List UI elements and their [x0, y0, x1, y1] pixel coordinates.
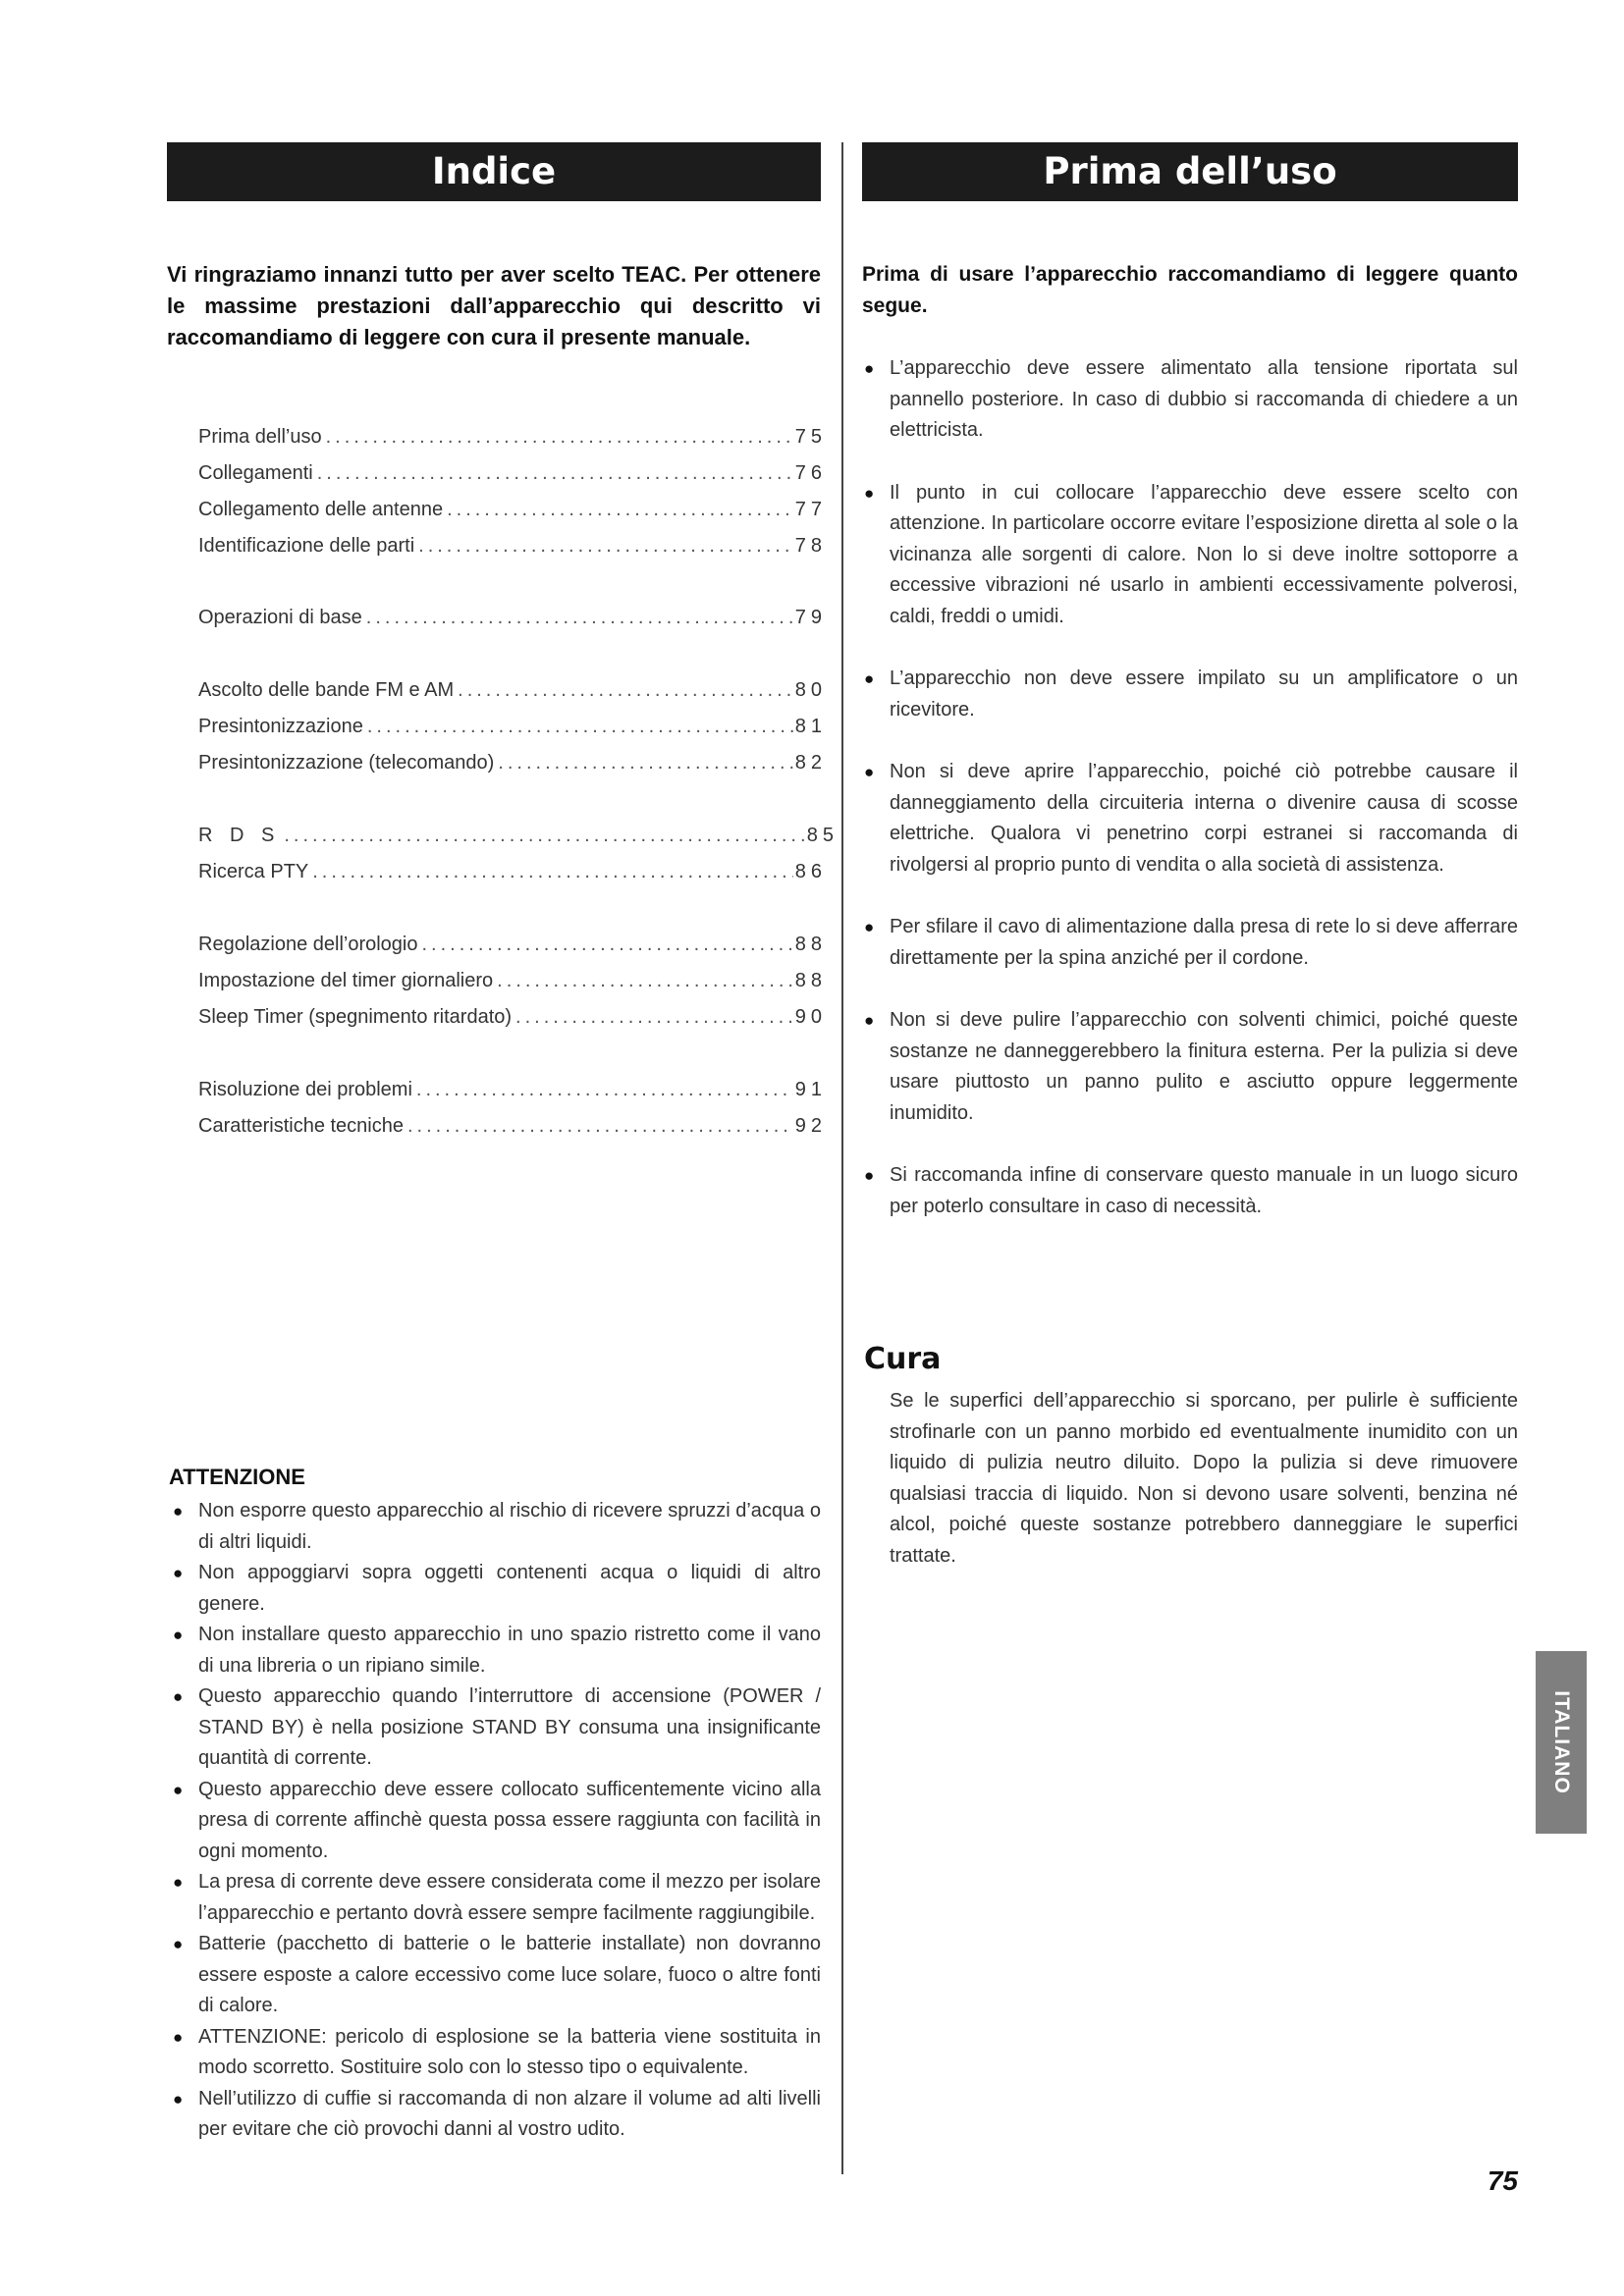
- toc-entry[interactable]: [198, 535, 827, 571]
- toc-leader: [366, 607, 793, 629]
- toc-group-4: [198, 825, 839, 897]
- toc-page: 91: [794, 1079, 827, 1100]
- toc-leader: [407, 1115, 793, 1138]
- prima-intro: Prima di usare l’apparecchio raccomandiamo di leggere quanto segue.: [862, 263, 1518, 317]
- toc-entry[interactable]: [198, 1006, 827, 1042]
- toc-group-1: [198, 426, 827, 571]
- toc-page: 81: [794, 716, 827, 737]
- toc-leader: [317, 462, 793, 485]
- list-item: ● Non installare questo apparecchio in uno spazio ristretto come il vano di una libreria o un ripiano simile.: [173, 1620, 821, 1682]
- toc-entry[interactable]: [198, 1115, 827, 1151]
- toc-entry[interactable]: [198, 934, 827, 970]
- list-item: ● Si raccomanda infine di conservare questo manuale in un luogo sicuro per poterlo consultare in caso di necessità.: [864, 1160, 1518, 1222]
- toc-page: 82: [794, 752, 827, 774]
- toc-leader: [458, 679, 793, 702]
- toc-page: 85: [806, 825, 839, 846]
- toc-entry[interactable]: [198, 861, 827, 897]
- toc-label: Operazioni di base: [198, 607, 362, 628]
- list-item: ● Non esporre questo apparecchio al rischio di ricevere spruzzi d’acqua o di altri liquidi.: [173, 1496, 821, 1558]
- toc-label: Presintonizzazione (telecomando): [198, 752, 495, 774]
- toc-page: 88: [794, 970, 827, 991]
- toc-page: 90: [794, 1006, 827, 1028]
- toc-page: 78: [794, 535, 827, 557]
- toc-label: Collegamenti: [198, 462, 313, 484]
- toc-label: R D S: [198, 825, 281, 846]
- toc-leader: [326, 426, 793, 449]
- toc-page: 76: [794, 462, 827, 484]
- prima-list: [864, 353, 1518, 1254]
- toc-label: Sleep Timer (spegnimento ritardato): [198, 1006, 513, 1028]
- list-item: ● Batterie (pacchetto di batterie o le batterie installate) non dovranno essere esposte a calore eccessivo come luce solare, fuoco o altre fonti di calore.: [173, 1929, 821, 2022]
- language-tab-label: ITALIANO: [1550, 1690, 1574, 1794]
- attenzione-title: ATTENZIONE: [169, 1465, 305, 1489]
- cura-title: Cura: [864, 1342, 942, 1376]
- list-item: ● ATTENZIONE: pericolo di esplosione se la batteria viene sostituita in modo scorretto. Sostituire solo con lo stesso tipo o equivalente.: [173, 2022, 821, 2084]
- list-item: ● L’apparecchio non deve essere impilato su un amplificatore o un ricevitore.: [864, 664, 1518, 725]
- cura-body: Se le superfici dell’apparecchio si sporcano, per pulirle è sufficiente strofinarle con un panno morbido ed eventualmente inumidito con un liquido di pulizia neutro diluito. Dopo la pulizia si deve rimuovere qualsiasi traccia di liquido. Non si devono usare solventi, benzina né alcol, poiché queste sostanze potrebbero danneggiare le superfici trattate.: [890, 1390, 1518, 1567]
- toc-entry[interactable]: [198, 825, 839, 861]
- toc-entry[interactable]: [198, 1079, 827, 1115]
- list-item: ● La presa di corrente deve essere considerata come il mezzo per isolare l’apparecchio e pertanto dovrà essere sempre facilmente raggiungibile.: [173, 1867, 821, 1929]
- indice-title: Indice: [431, 150, 557, 192]
- list-item: ● Non si deve pulire l’apparecchio con solventi chimici, poiché queste sostanze ne danneggerebbero la finitura esterna. Per la pulizia si deve usare piuttosto un panno pulito e asciutto oppure leggermente inumidito.: [864, 1005, 1518, 1129]
- prima-title: Prima dell’uso: [1043, 150, 1337, 192]
- toc-page: 79: [794, 607, 827, 628]
- intro-text: Vi ringraziamo innanzi tutto per aver scelto TEAC. Per ottenere le massime prestazioni dall’apparecchio qui descritto vi raccomandiamo di leggere con cura il presente manuale.: [167, 262, 821, 349]
- attenzione-list: [173, 1496, 821, 2146]
- toc-page: 86: [794, 861, 827, 882]
- toc-leader: [497, 970, 793, 992]
- prima-banner: [862, 142, 1518, 201]
- toc-label: Caratteristiche tecniche: [198, 1115, 404, 1137]
- language-tab[interactable]: [1536, 1651, 1587, 1834]
- toc-entry[interactable]: [198, 462, 827, 499]
- toc-label: Identificazione delle parti: [198, 535, 415, 557]
- toc-leader: [418, 535, 793, 558]
- toc-label: Impostazione del timer giornaliero: [198, 970, 494, 991]
- list-item: ● Nell’utilizzo di cuffie si raccomanda di non alzare il volume ad alti livelli per evitare che ciò provochi danni al vostro udito.: [173, 2084, 821, 2146]
- toc-leader: [498, 752, 792, 774]
- toc-label: Collegamento delle antenne: [198, 499, 444, 520]
- toc-leader: [515, 1006, 793, 1029]
- toc-leader: [416, 1079, 793, 1101]
- toc-page: 77: [794, 499, 827, 520]
- toc-leader: [284, 825, 804, 847]
- list-item: ● L’apparecchio deve essere alimentato alla tensione riportata sul pannello posteriore. In caso di dubbio si raccomanda di chiedere a un elettricista.: [864, 353, 1518, 447]
- list-item: ● Il punto in cui collocare l’apparecchio deve essere scelto con attenzione. In particolare occorre evitare l’esposizione diretta al sole o la vicinanza alle sorgenti di calore. Non lo si deve inoltre sottoporre a eccessive vibrazioni né usarlo in ambienti eccessivamente polverosi, caldi, freddi o umidi.: [864, 478, 1518, 633]
- page-number: 75: [1487, 2165, 1518, 2196]
- toc-leader: [367, 716, 793, 738]
- toc-group-3: [198, 679, 827, 788]
- toc-group-5: [198, 934, 827, 1042]
- list-item: ● Non si deve aprire l’apparecchio, poiché ciò potrebbe causare il danneggiamento della circuiteria interna o divenire causa di scosse elettriche. Qualora vi penetrino corpi estranei si raccomanda di rivolgersi al proprio punto di vendita o alla società di assistenza.: [864, 757, 1518, 881]
- list-item: ● Questo apparecchio quando l’interruttore di accensione (POWER / STAND BY) è nella posizione STAND BY consuma una insignificante quantità di corrente.: [173, 1682, 821, 1775]
- list-item: ● Questo apparecchio deve essere collocato sufficentemente vicino alla presa di corrente affinchè questa possa essere raggiunta con facilità in ogni momento.: [173, 1775, 821, 1868]
- toc-entry[interactable]: [198, 426, 827, 462]
- toc-group-6: [198, 1079, 827, 1151]
- toc-page: 80: [794, 679, 827, 701]
- column-divider: [841, 142, 843, 2174]
- toc-leader: [447, 499, 793, 521]
- toc-label: Prima dell’uso: [198, 426, 322, 448]
- toc-label: Ricerca PTY: [198, 861, 309, 882]
- list-item: ● Non appoggiarvi sopra oggetti contenenti acqua o liquidi di altro genere.: [173, 1558, 821, 1620]
- toc-leader: [422, 934, 793, 956]
- toc-entry[interactable]: [198, 679, 827, 716]
- toc-entry[interactable]: [198, 607, 827, 643]
- toc-page: 92: [794, 1115, 827, 1137]
- indice-banner: [167, 142, 821, 201]
- toc-page: 75: [794, 426, 827, 448]
- toc-label: Risoluzione dei problemi: [198, 1079, 412, 1100]
- toc-group-2: [198, 607, 827, 643]
- toc-label: Presintonizzazione: [198, 716, 363, 737]
- toc-leader: [312, 861, 793, 883]
- toc-entry[interactable]: [198, 970, 827, 1006]
- toc-page: 88: [794, 934, 827, 955]
- toc-entry[interactable]: [198, 752, 827, 788]
- toc-entry[interactable]: [198, 716, 827, 752]
- list-item: ● Per sfilare il cavo di alimentazione dalla presa di rete lo si deve afferrare direttamente per la spina anziché per il cordone.: [864, 912, 1518, 974]
- toc-label: Ascolto delle bande FM e AM: [198, 679, 455, 701]
- toc-label: Regolazione dell’orologio: [198, 934, 418, 955]
- toc-entry[interactable]: [198, 499, 827, 535]
